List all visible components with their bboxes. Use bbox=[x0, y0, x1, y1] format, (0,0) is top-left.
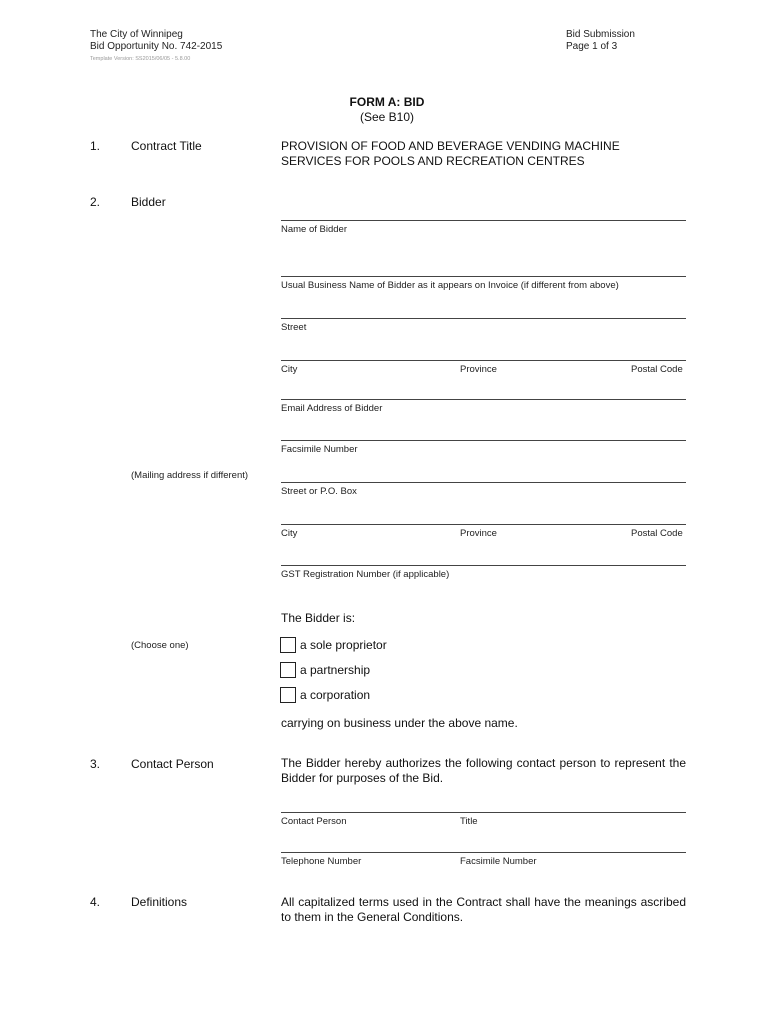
contact-person-caption: Contact Person bbox=[281, 816, 347, 827]
street-caption: Street bbox=[281, 322, 307, 333]
corporation-checkbox[interactable] bbox=[280, 687, 296, 703]
postal-code-caption: Postal Code bbox=[631, 364, 683, 375]
usual-business-name-field[interactable] bbox=[281, 276, 686, 277]
mailing-postal-code-caption: Postal Code bbox=[631, 528, 683, 539]
po-box-caption: Street or P.O. Box bbox=[281, 486, 357, 497]
contact-fax-caption: Facsimile Number bbox=[460, 856, 537, 867]
section-3-label: Contact Person bbox=[131, 757, 214, 771]
contact-person-title-field[interactable] bbox=[281, 812, 686, 813]
mailing-city-province-postal-field[interactable] bbox=[281, 524, 686, 525]
section-2-number: 2. bbox=[90, 195, 101, 209]
header-bid-number: Bid Opportunity No. 742-2015 bbox=[90, 41, 223, 52]
section-4-label: Definitions bbox=[131, 895, 188, 909]
mailing-province-caption: Province bbox=[460, 528, 497, 539]
sole-proprietor-checkbox[interactable] bbox=[280, 637, 296, 653]
street-field[interactable] bbox=[281, 318, 686, 319]
telephone-fax-field[interactable] bbox=[281, 852, 686, 853]
po-box-field[interactable] bbox=[281, 482, 686, 483]
fax-caption: Facsimile Number bbox=[281, 444, 358, 455]
usual-business-name-caption: Usual Business Name of Bidder as it appears on Invoice (if different from above) bbox=[281, 280, 619, 291]
definitions-text: All capitalized terms used in the Contract shall have the meanings ascribed to them in the General Conditions. bbox=[281, 895, 686, 924]
telephone-caption: Telephone Number bbox=[281, 856, 362, 867]
form-subtitle: (See B10) bbox=[359, 110, 415, 124]
province-caption: Province bbox=[460, 364, 497, 375]
city-caption: City bbox=[281, 364, 298, 375]
name-of-bidder-caption: Name of Bidder bbox=[281, 224, 348, 235]
title-caption: Title bbox=[460, 816, 478, 827]
partnership-checkbox[interactable] bbox=[280, 662, 296, 678]
header-org: The City of Winnipeg bbox=[90, 29, 183, 40]
header-submission: Bid Submission bbox=[566, 29, 635, 40]
mailing-city-caption: City bbox=[281, 528, 298, 539]
header-page-number: Page 1 of 3 bbox=[566, 41, 618, 52]
city-province-postal-field[interactable] bbox=[281, 360, 686, 361]
section-2-label: Bidder bbox=[131, 195, 166, 209]
section-1-number: 1. bbox=[90, 139, 101, 153]
carrying-on-business-text: carrying on business under the above name. bbox=[281, 716, 518, 730]
choose-one-note: (Choose one) bbox=[131, 640, 189, 651]
corporation-label: a corporation bbox=[300, 688, 371, 702]
section-3-number: 3. bbox=[90, 757, 101, 771]
contact-authorization-text: The Bidder hereby authorizes the following contact person to represent the Bidder for purposes of the Bid. bbox=[281, 756, 686, 785]
gst-number-field[interactable] bbox=[281, 565, 686, 566]
section-1-label: Contract Title bbox=[131, 139, 202, 153]
partnership-label: a partnership bbox=[300, 663, 371, 677]
sole-proprietor-label: a sole proprietor bbox=[300, 638, 387, 652]
name-of-bidder-field[interactable] bbox=[281, 220, 686, 221]
contract-title-line-2: SERVICES FOR POOLS AND RECREATION CENTRES bbox=[281, 154, 585, 168]
email-caption: Email Address of Bidder bbox=[281, 403, 383, 414]
form-title: FORM A: BID bbox=[349, 95, 425, 109]
contract-title-line-1: PROVISION OF FOOD AND BEVERAGE VENDING MACHINE bbox=[281, 139, 620, 153]
email-field[interactable] bbox=[281, 399, 686, 400]
mailing-address-note: (Mailing address if different) bbox=[131, 470, 249, 481]
section-4-number: 4. bbox=[90, 895, 101, 909]
template-version: Template Version: SS2015/06/05 - 5.8.00 bbox=[90, 56, 191, 62]
gst-number-caption: GST Registration Number (if applicable) bbox=[281, 569, 450, 580]
fax-field[interactable] bbox=[281, 440, 686, 441]
bidder-is-heading: The Bidder is: bbox=[281, 611, 356, 625]
